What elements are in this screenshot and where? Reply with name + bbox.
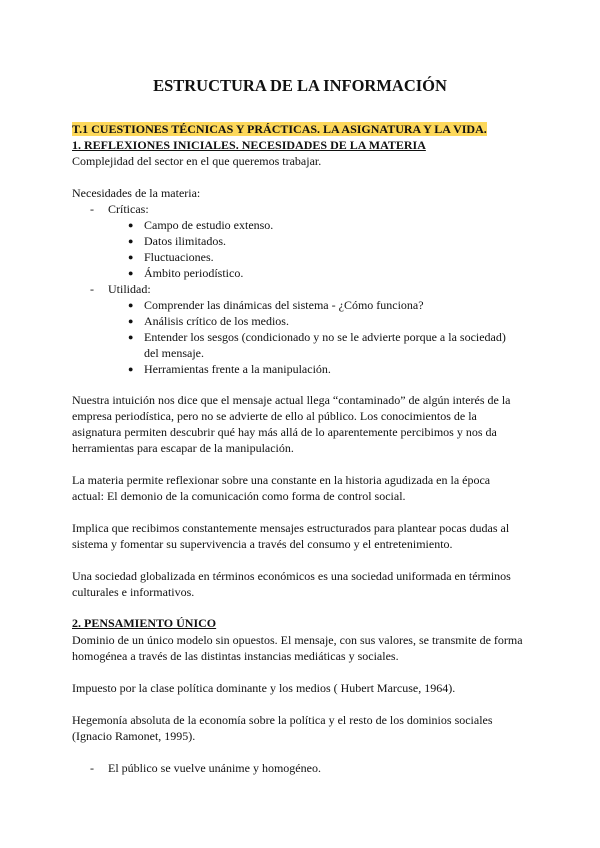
intro-text: Complejidad del sector en el que queremos trabajar. [72, 154, 322, 168]
bullet-marker: ● [128, 252, 134, 262]
bullet-marker: ● [128, 236, 134, 246]
paragraph-implica: Implica que recibimos constantemente mensajes estructurados para plantear pocas dudas al sistema y fomentar su supervivencia a través del consumo y el entretenimiento. [72, 521, 510, 551]
paragraph-materia: La materia permite reflexionar sobre una constante en la historia agudizada en la época actual: El demonio de la comunicación como forma de control social. [72, 473, 491, 503]
criticas-label: Críticas: [108, 202, 149, 216]
bullet-marker: ● [128, 332, 134, 342]
bullet-marker: ● [128, 364, 134, 374]
section-heading-pensamiento: 2. PENSAMIENTO ÚNICO [72, 616, 217, 630]
paragraph-hegemonia: Hegemonía absoluta de la economía sobre la política y el resto de los dominios sociales (Ignacio Ramonet, 1995). [72, 713, 493, 743]
document-title: ESTRUCTURA DE LA INFORMACIÓN [153, 76, 447, 95]
bullet-marker: ● [128, 220, 134, 230]
paragraph-intuicion: Nuestra intuición nos dice que el mensaje actual llega “contaminado” de algún interés de la empresa periodística, pero no se advierte de ello al público. Los conocimientos de la asignatura permiten descubrir qué hay más allá de lo aparentemente percibimos y nos da herramientas para escapar de la manipulación. [72, 393, 511, 455]
list-item: El público se vuelve unánime y homogéneo. [108, 761, 321, 775]
subheading-reflexiones: 1. REFLEXIONES INICIALES. NECESIDADES DE LA MATERIA [72, 138, 426, 152]
needs-label: Necesidades de la materia: [72, 186, 201, 200]
dash-marker: - [90, 761, 94, 775]
section-heading-t1: T.1 CUESTIONES TÉCNICAS Y PRÁCTICAS. LA ASIGNATURA Y LA VIDA. [72, 122, 487, 136]
paragraph-dominio: Dominio de un único modelo sin opuestos. El mensaje, con sus valores, se transmite de forma homogénea a través de las distintas instancias mediáticas y sociales. [72, 633, 523, 663]
list-item: Entender los sesgos (condicionado y no se le advierte porque a la sociedad) [144, 330, 506, 344]
list-item: Fluctuaciones. [144, 250, 214, 264]
paragraph-impuesto: Impuesto por la clase política dominante y los medios ( Hubert Marcuse, 1964). [72, 681, 456, 695]
bullet-marker: ● [128, 268, 134, 278]
list-item: Campo de estudio extenso. [144, 218, 274, 232]
list-item: Comprender las dinámicas del sistema - ¿Cómo funciona? [144, 298, 424, 312]
list-item: Ámbito periodístico. [144, 266, 244, 280]
list-item: Análisis crítico de los medios. [144, 314, 289, 328]
dash-marker: - [90, 282, 94, 296]
bullet-marker: ● [128, 300, 134, 310]
list-item: Datos ilimitados. [144, 234, 226, 248]
dash-marker: - [90, 202, 94, 216]
list-item-continuation: del mensaje. [144, 346, 204, 360]
utilidad-label: Utilidad: [108, 282, 151, 296]
bullet-marker: ● [128, 316, 134, 326]
list-item: Herramientas frente a la manipulación. [144, 362, 331, 376]
paragraph-sociedad: Una sociedad globalizada en términos económicos es una sociedad uniformada en términos culturales e informativos. [72, 569, 511, 599]
